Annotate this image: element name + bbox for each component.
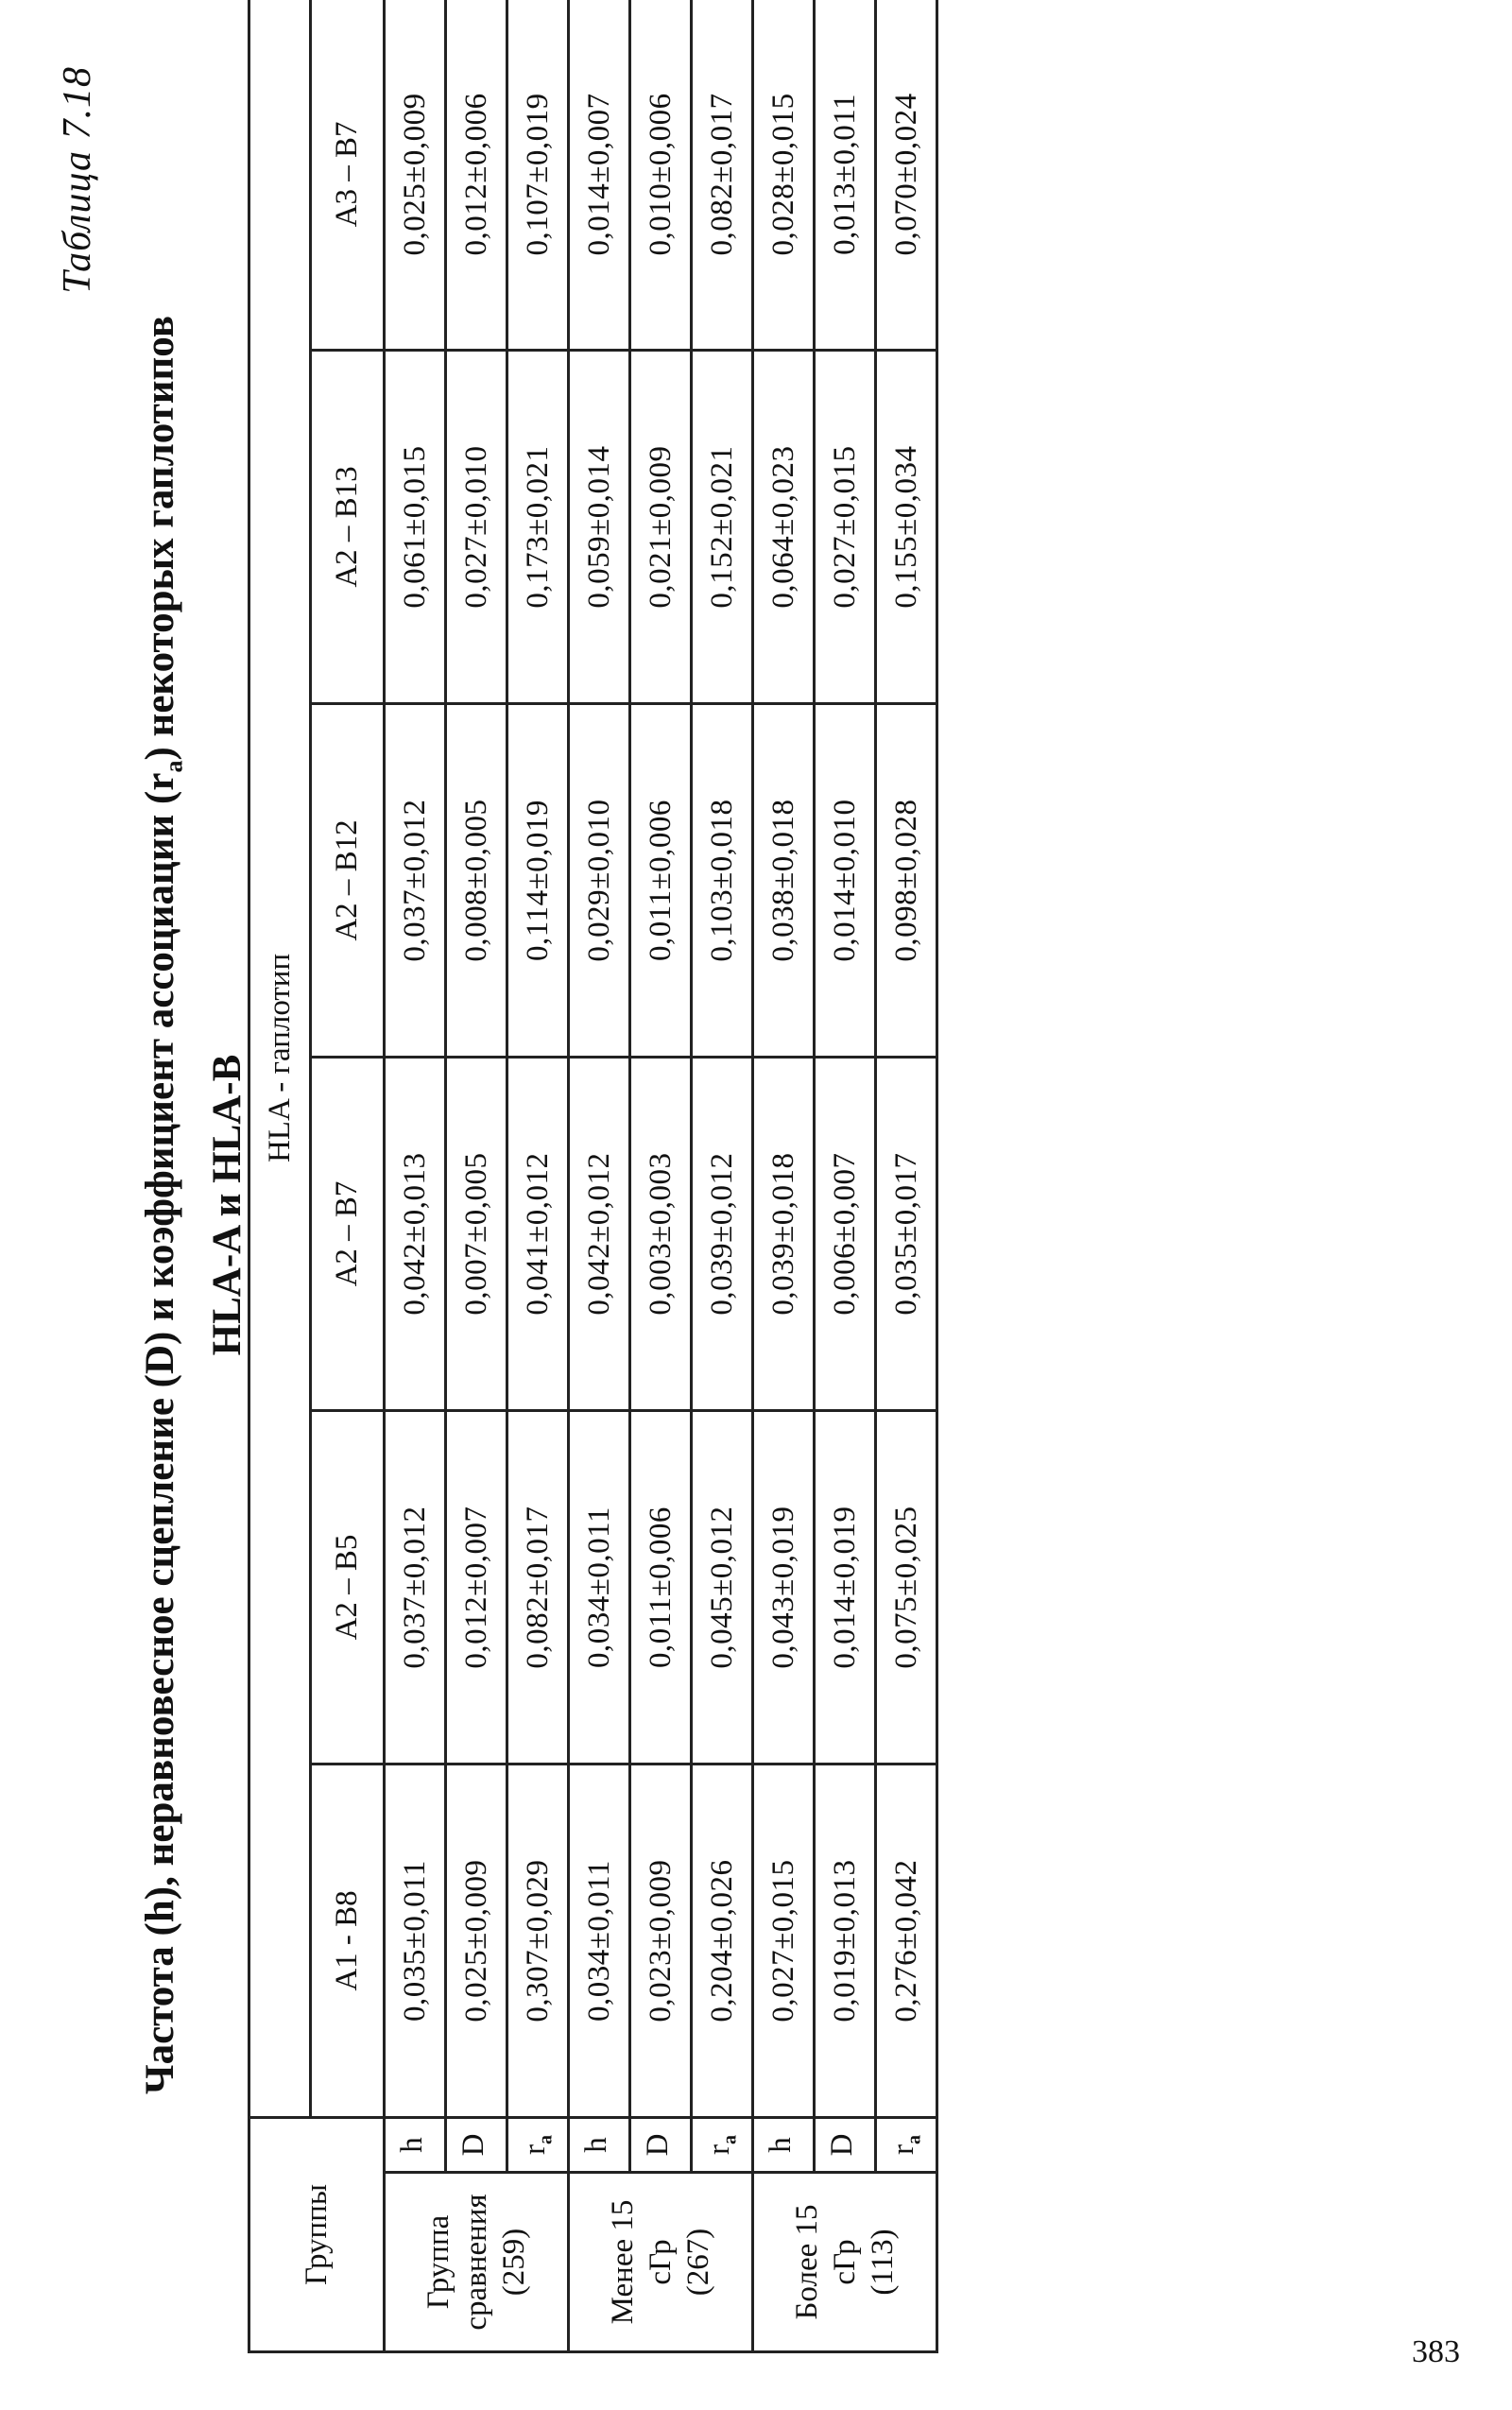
- page-number: 383: [1412, 2334, 1460, 2369]
- value-cell: 0,037±0,012: [385, 1411, 446, 1764]
- metric-cell: D: [815, 2118, 876, 2173]
- value-cell: 0,035±0,011: [385, 1764, 446, 2118]
- value-cell: 0,025±0,009: [385, 0, 446, 351]
- value-cell: 0,155±0,034: [876, 351, 937, 704]
- value-cell: 0,039±0,018: [753, 1058, 815, 1411]
- value-cell: 0,006±0,007: [815, 1058, 876, 1411]
- group-name-line: (259): [497, 2228, 531, 2297]
- value-cell: 0,013±0,011: [815, 0, 876, 351]
- value-cell: 0,059±0,014: [569, 351, 630, 704]
- table-row: [753, 0, 815, 2352]
- value-cell: 0,023±0,009: [630, 1764, 692, 2118]
- value-cell: 0,042±0,013: [385, 1058, 446, 1411]
- value-cell: 0,103±0,018: [692, 704, 753, 1058]
- column-header: A2 – B5: [311, 1411, 385, 1764]
- value-cell: 0,014±0,010: [815, 704, 876, 1058]
- table-row: [630, 0, 692, 2352]
- title-part-2: ) некоторых гаплотипов: [138, 316, 182, 761]
- value-cell: 0,082±0,017: [692, 0, 753, 351]
- value-cell: 0,014±0,019: [815, 1411, 876, 1764]
- value-cell: 0,075±0,025: [876, 1411, 937, 1764]
- value-cell: 0,014±0,007: [569, 0, 630, 351]
- haplotype-table: [248, 0, 938, 2353]
- table-row: [446, 0, 507, 2352]
- groups-header: Группы: [249, 2118, 385, 2352]
- value-cell: 0,043±0,019: [753, 1411, 815, 1764]
- value-cell: 0,010±0,006: [630, 0, 692, 351]
- title-subscript: a: [160, 760, 188, 773]
- group-cell: [753, 2173, 937, 2352]
- value-cell: 0,061±0,015: [385, 351, 446, 704]
- column-header: A2 – B13: [311, 351, 385, 704]
- value-cell: 0,039±0,012: [692, 1058, 753, 1411]
- value-cell: 0,012±0,006: [446, 0, 507, 351]
- table-row: [815, 0, 876, 2352]
- column-header: A3 – B7: [311, 0, 385, 351]
- value-cell: 0,012±0,007: [446, 1411, 507, 1764]
- value-cell: 0,021±0,009: [630, 351, 692, 704]
- value-cell: 0,027±0,015: [815, 351, 876, 704]
- group-name-line: (113): [866, 2229, 900, 2296]
- value-cell: 0,114±0,019: [507, 704, 569, 1058]
- metric-cell: D: [630, 2118, 692, 2173]
- value-cell: 0,098±0,028: [876, 704, 937, 1058]
- value-cell: 0,011±0,006: [630, 1411, 692, 1764]
- value-cell: 0,019±0,013: [815, 1764, 876, 2118]
- metric-cell: h: [753, 2118, 815, 2173]
- value-cell: 0,025±0,009: [446, 1764, 507, 2118]
- metric-cell: $r_a$: [692, 2118, 753, 2173]
- value-cell: 0,003±0,003: [630, 1058, 692, 1411]
- group-cell: [569, 2173, 753, 2352]
- value-cell: 0,041±0,012: [507, 1058, 569, 1411]
- value-cell: 0,028±0,015: [753, 0, 815, 351]
- table-row: [876, 0, 937, 2352]
- value-cell: 0,070±0,024: [876, 0, 937, 351]
- value-cell: 0,027±0,015: [753, 1764, 815, 2118]
- value-cell: 0,037±0,012: [385, 704, 446, 1058]
- table-label: Таблица 7.18: [56, 66, 99, 294]
- value-cell: 0,034±0,011: [569, 1764, 630, 2118]
- value-cell: 0,042±0,012: [569, 1058, 630, 1411]
- table-row: [569, 0, 630, 2352]
- column-header: A2 – B12: [311, 704, 385, 1058]
- value-cell: 0,027±0,010: [446, 351, 507, 704]
- title-part-1: Частота (h), неравновесное сцепление (D) и коэффициент ассоциации (r: [138, 772, 182, 2094]
- metric-cell: $r_a$: [876, 2118, 937, 2173]
- group-cell: [385, 2173, 569, 2352]
- group-name-line: Более 15 сГр: [790, 2204, 862, 2320]
- value-cell: 0,064±0,023: [753, 351, 815, 704]
- value-cell: 0,008±0,005: [446, 704, 507, 1058]
- value-cell: 0,107±0,019: [507, 0, 569, 351]
- metric-cell: D: [446, 2118, 507, 2173]
- value-cell: 0,035±0,017: [876, 1058, 937, 1411]
- value-cell: 0,034±0,011: [569, 1411, 630, 1764]
- title-line-1: [134, 0, 201, 2410]
- metric-cell: $r_a$: [507, 2118, 569, 2173]
- title-line-2: HLA-A и HLA-B: [204, 1054, 249, 1356]
- metric-cell: h: [569, 2118, 630, 2173]
- value-cell: 0,173±0,021: [507, 351, 569, 704]
- group-name-line: Группа: [421, 2214, 455, 2310]
- value-cell: 0,038±0,018: [753, 704, 815, 1058]
- column-header: A2 – B7: [311, 1058, 385, 1411]
- group-name-line: (267): [681, 2228, 715, 2297]
- metric-cell: h: [385, 2118, 446, 2173]
- value-cell: 0,152±0,021: [692, 351, 753, 704]
- table-title: [134, 0, 254, 2410]
- table-row: [385, 0, 446, 2352]
- value-cell: 0,011±0,006: [630, 704, 692, 1058]
- column-header: A1 - B8: [311, 1764, 385, 2118]
- group-name-line: сравнения: [459, 2194, 493, 2331]
- value-cell: 0,307±0,029: [507, 1764, 569, 2118]
- table-row: [507, 0, 569, 2352]
- table-row: [692, 0, 753, 2352]
- group-name-line: Менее 15 сГр: [606, 2199, 678, 2325]
- hla-header: HLA - гаплотип: [249, 0, 311, 2118]
- value-cell: 0,007±0,005: [446, 1058, 507, 1411]
- value-cell: 0,045±0,012: [692, 1411, 753, 1764]
- value-cell: 0,029±0,010: [569, 704, 630, 1058]
- value-cell: 0,082±0,017: [507, 1411, 569, 1764]
- value-cell: 0,204±0,026: [692, 1764, 753, 2118]
- value-cell: 0,276±0,042: [876, 1764, 937, 2118]
